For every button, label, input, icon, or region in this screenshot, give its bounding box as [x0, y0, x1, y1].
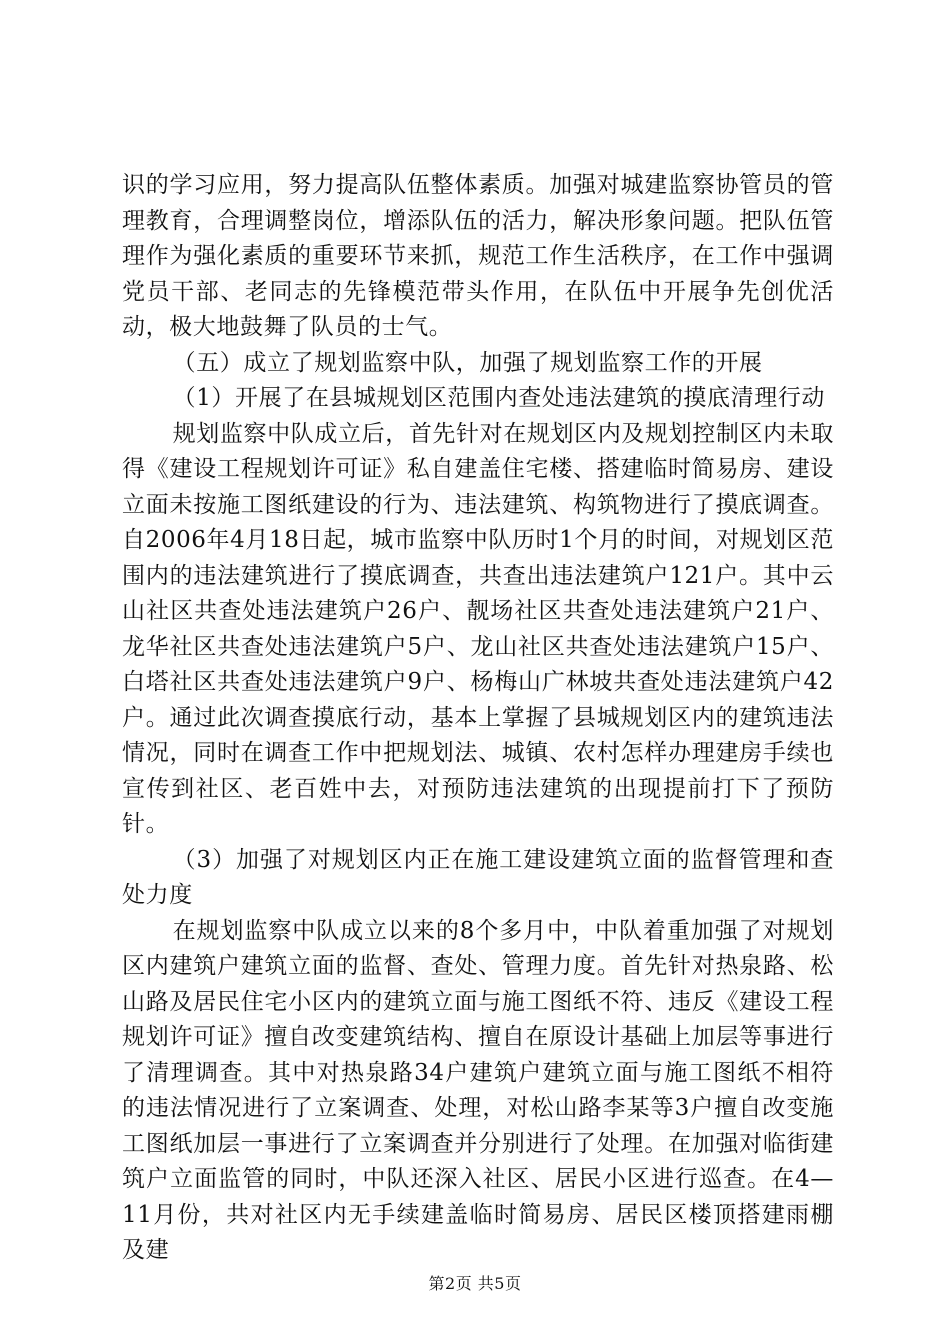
section-heading-five: （五）成立了规划监察中队，加强了规划监察工作的开展 — [172, 349, 763, 376]
page-number: 第2页 共5页 — [428, 1274, 522, 1293]
document-body — [122, 168, 834, 1269]
subheading-1: （1）开展了在县城规划区范围内查处违法建筑的摸底清理行动 — [172, 385, 826, 411]
page-footer — [0, 1271, 950, 1294]
paragraph-supervision: 在规划监察中队成立以来的8个多月中，中队着重加强了对规划区内建筑户建筑立面的监督、查处、管理力度。首先针对热泉路、松山路及居民住宅小区内的建筑立面与施工图纸不符、违反《建设工程规划许可证》擅自改变建筑结构、擅自在原设计基础上加层等事进行了清理调查。其中对热泉路34户建筑户建筑立面与施工图纸不相符的违法情况进行了立案调查、处理，对松山路李某等3户擅自改变施工图纸加层一事进行了立案调查并分别进行了处理。在加强对临街建筑户立面监管的同时，中队还深入社区、居民小区进行巡查。在4—11月份，共对社区内无手续建盖临时简易房、居民区楼顶搭建雨棚及建 — [122, 917, 834, 1263]
paragraph-survey: 规划监察中队成立后，首先针对在规划区内及规划控制区内未取得《建设工程规划许可证》私自建盖住宅楼、搭建临时简易房、建设立面未按施工图纸建设的行为、违法建筑、构筑物进行了摸底调查。自2006年4月18日起，城市监察中队历时1个月的时间，对规划区范围内的违法建筑进行了摸底调查，共查出违法建筑户121户。其中云山社区共查处违法建筑户26户、靓场社区共查处违法建筑户21户、龙华社区共查处违法建筑户5户、龙山社区共查处违法建筑户15户、白塔社区共查处违法建筑户9户、杨梅山广林坡共查处违法建筑户42户。通过此次调查摸底行动，基本上掌握了县城规划区内的建筑违法情况，同时在调查工作中把规划法、城镇、农村怎样办理建房手续也宣传到社区、老百姓中去，对预防违法建筑的出现提前打下了预防针。 — [122, 420, 834, 837]
paragraph-continuation: 识的学习应用，努力提高队伍整体素质。加强对城建监察协管员的管理教育，合理调整岗位，增添队伍的活力，解决形象问题。把队伍管理作为强化素质的重要环节来抓，规范工作生活秩序，在工作中强调党员干部、老同志的先锋模范带头作用，在队伍中开展争先创优活动，极大地鼓舞了队员的士气。 — [122, 172, 834, 340]
subheading-3: （3）加强了对规划区内正在施工建设建筑立面的监督管理和查处力度 — [122, 846, 834, 908]
